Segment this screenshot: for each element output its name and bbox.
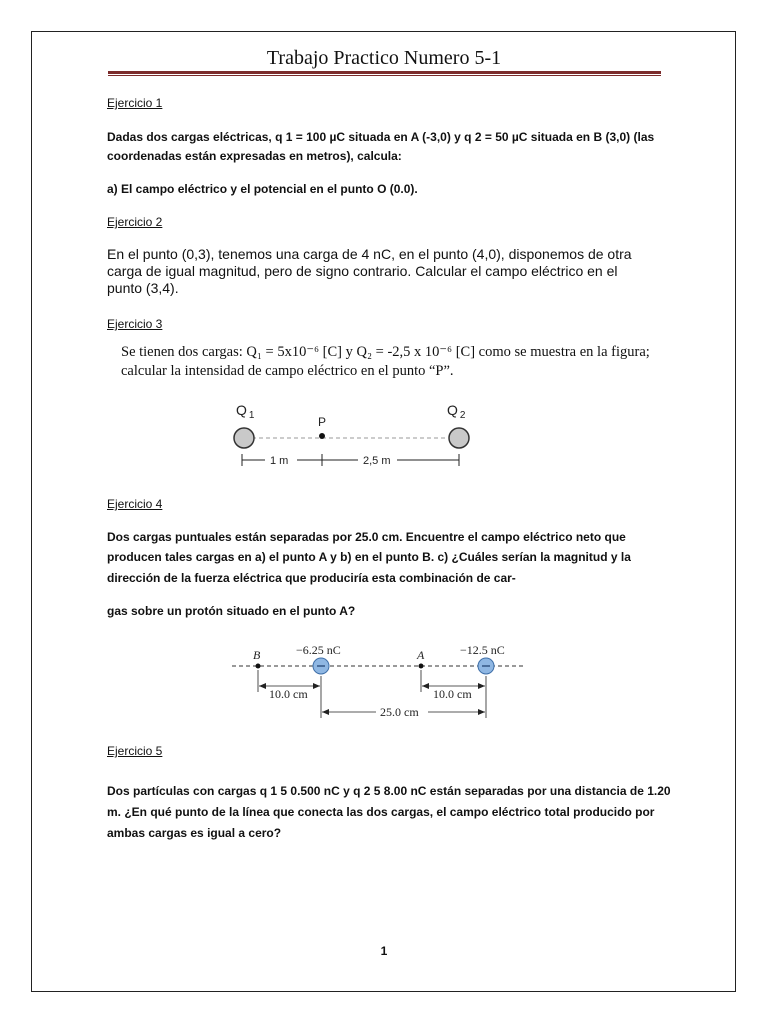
title-rule [108, 71, 661, 74]
page-border [31, 31, 736, 992]
ex4-dim3-arrow-right [478, 709, 485, 715]
ex4-figure [228, 640, 528, 722]
ex3-line2: calcular la intensidad de campo eléctrico en el punto “P”. [121, 363, 454, 379]
ex1-line1: Dadas dos cargas eléctricas, q 1 = 100 µC situada en A (-3,0) y q 2 = 50 µC situada en B (3,0) (las [107, 130, 655, 144]
ex3-q2-label: Q $_2$ [447, 402, 466, 421]
ex2-line3: punto (3,4). [107, 280, 179, 296]
ex4-line3: dirección de la fuerza eléctrica que produciría esta combinación de car- [107, 571, 516, 585]
ex4-point-a [419, 664, 424, 669]
ex3-figure [225, 398, 485, 470]
ex4-dim3-arrow-left [322, 709, 329, 715]
ex4-line4: gas sobre un protón situado en el punto A? [107, 604, 356, 618]
ex4-a-label: A [417, 648, 425, 662]
ex4-charge1-label: −6.25 nC [296, 643, 341, 657]
ex1-line2: coordenadas están expresadas en metros), calcula: [107, 149, 402, 163]
ex5-line3: ambas cargas es igual a cero? [107, 826, 282, 840]
ex4-line1: Dos cargas puntuales están separadas por 25.0 cm. Encuentre el campo eléctrico neto que [107, 530, 626, 544]
ex5-line1: Dos partículas con cargas q 1 5 0.500 nC y q 2 5 8.00 nC están separadas por una distancia de 1.20 [107, 784, 671, 798]
ex4-dim3-label: 25.0 cm [380, 705, 419, 719]
ex3-q1-label: Q $_1$ [236, 402, 255, 421]
ex2-line2: carga de igual magnitud, pero de signo contrario. Calcular el campo eléctrico en el [107, 263, 618, 279]
ex4-dim2-arrow-right [478, 683, 485, 689]
ex1-line3: a) El campo eléctrico y el potencial en el punto O (0.0). [107, 182, 418, 196]
ex3-q1-charge [234, 428, 254, 448]
ex4-point-b [256, 664, 261, 669]
ex2-line1: En el punto (0,3), tenemos una carga de 4 nC, en el punto (4,0), disponemos de otra [107, 246, 632, 262]
ex4-dim1-label: 10.0 cm [269, 687, 308, 701]
ex4-charge2-label: −12.5 nC [460, 643, 505, 657]
ex3-p-label: P [318, 415, 327, 429]
ex4-line2: producen tales cargas en a) el punto A y b) en el punto B. c) ¿Cuáles serían la magnitud y la [107, 550, 631, 564]
ex5-heading: Ejercicio 5 [107, 744, 163, 758]
ex5-line2: m. ¿En qué punto de la línea que conecta las dos cargas, el campo eléctrico total producido por [107, 805, 655, 819]
ex4-b-label: B [253, 648, 261, 662]
ex3-line1: Se tienen dos cargas: Q₁ = 5x10⁻⁶ [C] y Q₂ = -2,5 x 10⁻⁶ [C] como se muestra en la figura; [121, 344, 650, 360]
ex4-dim1-arrow-right [313, 683, 320, 689]
ex4-dim2-label: 10.0 cm [433, 687, 472, 701]
ex3-p-point [319, 433, 325, 439]
ex3-dim1-label: 1 m [270, 455, 289, 467]
ex3-q2-charge [449, 428, 469, 448]
ex4-dim1-arrow-left [259, 683, 266, 689]
ex2-heading: Ejercicio 2 [107, 215, 163, 229]
ex1-heading: Ejercicio 1 [107, 96, 163, 110]
page-title: Trabajo Practico Numero 5-1 [266, 47, 502, 69]
page-number: 1 [380, 944, 388, 958]
ex4-dim2-arrow-left [422, 683, 429, 689]
ex3-dim2-label: 2,5 m [363, 455, 391, 467]
ex3-heading: Ejercicio 3 [107, 317, 163, 331]
title-rule-thin [108, 75, 661, 76]
ex4-heading: Ejercicio 4 [107, 497, 163, 511]
